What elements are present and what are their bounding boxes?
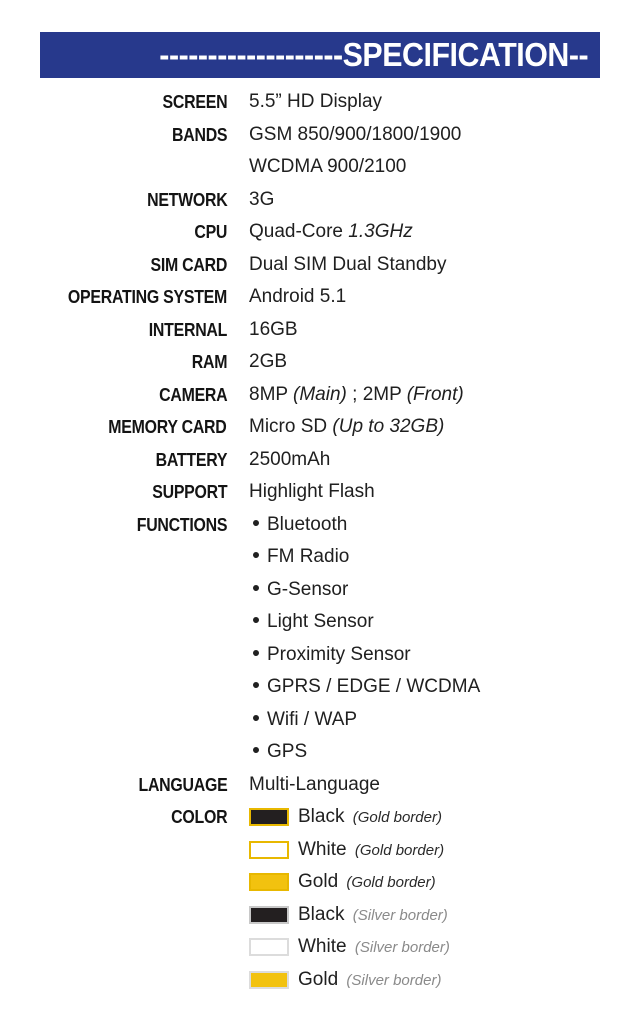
- spec-value: Highlight Flash: [249, 481, 375, 502]
- color-row: [0, 931, 640, 964]
- bullet-icon: [253, 747, 259, 753]
- camera-front-note: (Front): [406, 383, 464, 405]
- function-row: [0, 639, 640, 672]
- color-option: [298, 931, 450, 964]
- bullet-icon: [253, 650, 259, 656]
- spec-row-network: [0, 184, 640, 217]
- function-row: [0, 606, 640, 639]
- spec-value: GSM 850/900/1800/1900: [249, 123, 462, 145]
- color-name: White: [298, 936, 347, 957]
- function-item: [249, 736, 307, 769]
- spec-label: SUPPORT: [151, 481, 227, 502]
- function-item-label: Proximity Sensor: [267, 643, 411, 665]
- spec-row-color: [0, 801, 640, 834]
- function-row: [0, 704, 640, 737]
- spec-label: BATTERY: [155, 448, 227, 470]
- spec-label: BANDS: [171, 123, 227, 145]
- function-item: [249, 704, 357, 737]
- camera-main-note: (Main): [293, 383, 347, 405]
- color-row: [0, 834, 640, 867]
- function-item-label: G-Sensor: [267, 578, 349, 600]
- bullet-icon: [253, 715, 259, 721]
- color-swatch: [249, 906, 289, 924]
- color-name: Black: [298, 903, 345, 925]
- spec-value: [249, 379, 464, 412]
- spec-value: 2GB: [249, 351, 288, 372]
- spec-row-camera: [0, 379, 640, 412]
- spec-value: [249, 411, 444, 444]
- color-border-note: (Silver border): [346, 971, 442, 989]
- spec-table: [0, 86, 640, 996]
- color-option: [298, 964, 441, 997]
- color-border-note: (Silver border): [352, 906, 448, 924]
- color-option: [298, 834, 444, 867]
- spec-label: RAM: [191, 351, 227, 372]
- spec-row-support: [0, 476, 640, 509]
- spec-row-sim-card: [0, 249, 640, 282]
- color-border-note: (Gold border): [352, 809, 442, 826]
- function-item: [249, 606, 374, 639]
- color-swatch: [249, 938, 289, 956]
- bullet-icon: [253, 617, 259, 623]
- spec-value: Android 5.1: [249, 286, 347, 307]
- color-name: Gold: [298, 968, 339, 990]
- color-option: [298, 866, 436, 899]
- function-item: [249, 671, 480, 704]
- spec-row-memory-card: [0, 411, 640, 444]
- function-row: [0, 541, 640, 574]
- color-row: [0, 899, 640, 932]
- spec-row-functions: [0, 509, 640, 542]
- color-name: Gold: [298, 871, 339, 892]
- spec-value: 3G: [249, 188, 275, 210]
- function-row: [0, 736, 640, 769]
- color-name: White: [298, 838, 347, 860]
- spec-row-screen: [0, 86, 640, 119]
- spec-value: WCDMA 900/2100: [249, 156, 407, 177]
- function-item-label: Bluetooth: [267, 513, 348, 535]
- spec-row-bands-2: [0, 151, 640, 184]
- spec-value: Dual SIM Dual Standby: [249, 253, 447, 275]
- spec-label: OPERATING SYSTEM: [67, 286, 227, 307]
- spec-label: FUNCTIONS: [136, 513, 227, 535]
- spec-row-language: [0, 769, 640, 802]
- spec-label: CPU: [194, 221, 227, 242]
- spec-header-banner: [40, 32, 600, 78]
- function-item-label: GPS: [267, 741, 308, 762]
- spec-label: CAMERA: [158, 383, 227, 405]
- spec-label: SIM CARD: [150, 253, 227, 275]
- function-row: [0, 671, 640, 704]
- spec-value: 16GB: [249, 318, 298, 340]
- function-item-label: FM Radio: [267, 546, 350, 567]
- color-row: [0, 866, 640, 899]
- color-border-note: (Gold border): [346, 874, 436, 891]
- spec-label: COLOR: [170, 806, 227, 827]
- spec-row-bands: [0, 119, 640, 152]
- color-option: [298, 801, 442, 834]
- function-item-label: GPRS / EDGE / WCDMA: [267, 676, 481, 697]
- spec-label: SCREEN: [162, 91, 227, 112]
- bullet-icon: [253, 520, 259, 526]
- camera-separator: ; 2MP: [346, 383, 407, 405]
- color-border-note: (Silver border): [354, 939, 450, 956]
- function-item: [249, 541, 349, 574]
- spec-value: 5.5” HD Display: [249, 91, 383, 112]
- spec-row-cpu: [0, 216, 640, 249]
- color-row: [0, 964, 640, 997]
- color-name: Black: [298, 806, 345, 827]
- spec-value: Multi-Language: [249, 773, 380, 795]
- spec-label: MEMORY CARD: [108, 416, 227, 437]
- spec-label: INTERNAL: [148, 318, 227, 340]
- spec-header-title: -------------------SPECIFICATION--: [159, 36, 588, 73]
- spec-row-operating-system: [0, 281, 640, 314]
- camera-main: 8MP: [249, 383, 288, 405]
- spec-label: NETWORK: [146, 188, 227, 210]
- color-swatch: [249, 808, 289, 826]
- function-item: [249, 639, 411, 672]
- spec-value: [249, 216, 413, 249]
- spec-row-ram: [0, 346, 640, 379]
- memory-card-note: (Up to 32GB): [332, 416, 445, 437]
- function-item: [249, 509, 347, 542]
- color-swatch: [249, 873, 289, 891]
- bullet-icon: [253, 552, 259, 558]
- color-border-note: (Gold border): [354, 841, 445, 859]
- spec-value: 2500mAh: [249, 448, 331, 470]
- bullet-icon: [253, 585, 259, 591]
- color-swatch: [249, 971, 289, 989]
- function-row: [0, 574, 640, 607]
- cpu-type: Quad-Core: [249, 221, 349, 242]
- spec-label: LANGUAGE: [138, 773, 227, 795]
- bullet-icon: [253, 682, 259, 688]
- spec-row-battery: [0, 444, 640, 477]
- color-swatch: [249, 841, 289, 859]
- color-option: [298, 899, 448, 932]
- function-item-label: Light Sensor: [267, 611, 374, 632]
- cpu-speed: 1.3GHz: [348, 221, 413, 242]
- memory-card-type: Micro SD: [249, 416, 333, 437]
- spec-row-internal: [0, 314, 640, 347]
- function-item-label: Wifi / WAP: [267, 708, 358, 730]
- function-item: [249, 574, 348, 607]
